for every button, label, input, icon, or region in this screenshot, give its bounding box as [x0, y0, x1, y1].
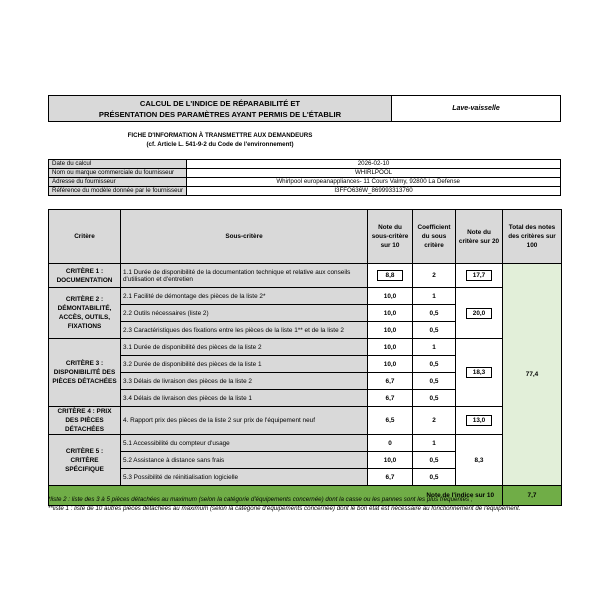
- final-note-value: 7,7: [503, 486, 562, 506]
- header-coefficient: Coefficient du sous critère: [413, 210, 456, 264]
- table-row: [49, 435, 562, 452]
- note-value: 17,7: [466, 270, 492, 281]
- sub-criterion-score: 10,0: [368, 339, 413, 356]
- header-note-sous-critere: Note du sous-critère sur 10: [368, 210, 413, 264]
- info-row: [49, 160, 561, 169]
- sub-criterion-label: 3.4 Délais de livraison des pièces de la liste 1: [121, 390, 368, 407]
- sub-criterion-coef: 1: [413, 288, 456, 305]
- sub-criterion-label: 3.3 Délais de livraison des pièces de la liste 2: [121, 373, 368, 390]
- sub-criterion-label: 2.2 Outils nécessaires (liste 2): [121, 305, 368, 322]
- fiche-subtitle: [100, 131, 340, 149]
- sub-criterion-coef: 0,5: [413, 322, 456, 339]
- table-header-row: [49, 210, 562, 264]
- note-value: 20,0: [466, 308, 492, 319]
- sub-criterion-coef: 0,5: [413, 469, 456, 486]
- final-note-label: Note de l'indice sur 10: [49, 486, 503, 506]
- criterion-note: [456, 288, 503, 339]
- total-score: 77,4: [503, 264, 562, 486]
- info-label: Adresse du fournisseur: [49, 178, 187, 187]
- criterion-name: CRITÈRE 2 : DÉMONTABILITÉ, ACCÈS, OUTILS, FIXATIONS: [49, 288, 121, 339]
- header-critere: Critère: [49, 210, 121, 264]
- document-header: [48, 95, 561, 122]
- sub-criterion-label: 3.1 Durée de disponibilité des pièces de la liste 2: [121, 339, 368, 356]
- sub-criterion-score: 10,0: [368, 452, 413, 469]
- info-row: [49, 178, 561, 187]
- info-label: Date du calcul: [49, 160, 187, 169]
- sub-criterion-score: 6,5: [368, 407, 413, 435]
- criterion-name: CRITÈRE 5 : CRITÈRE SPÉCIFIQUE: [49, 435, 121, 486]
- sub-criterion-score: 0: [368, 435, 413, 452]
- footnotes: [48, 495, 561, 513]
- info-row: [49, 187, 561, 196]
- table-row: [49, 339, 562, 356]
- info-value: Whirlpool europeanappliances- 11 Cours Valmy, 92800 La Defense: [187, 178, 561, 187]
- criterion-note: [456, 264, 503, 288]
- sub-criterion-score: 10,0: [368, 356, 413, 373]
- sub-criterion-score: 10,0: [368, 288, 413, 305]
- sub-criterion-coef: 0,5: [413, 373, 456, 390]
- sub-criterion-label: 2.1 Facilité de démontage des pièces de la liste 2*: [121, 288, 368, 305]
- sub-criterion-score: 10,0: [368, 322, 413, 339]
- info-label: Référence du modèle donnée par le fournisseur: [49, 187, 187, 196]
- criterion-note: 8,3: [456, 435, 503, 486]
- note-value: 18,3: [466, 367, 492, 378]
- sub-criterion-coef: 0,5: [413, 356, 456, 373]
- criterion-name: CRITÈRE 3 : DISPONIBILITÉ DES PIÈCES DÉTACHÉES: [49, 339, 121, 407]
- footnote-liste-1: **liste 1 : liste de 10 autres pièces détachées au maximum (selon la catégorie d'équipements concernée) dont le bon état est nécessaire au fonctionnement de l'équipement.: [48, 505, 521, 512]
- criterion-note: [456, 407, 503, 435]
- sub-criterion-score: [368, 264, 413, 288]
- sub-criterion-score: 6,7: [368, 390, 413, 407]
- sub-criterion-label: 2.3 Caractéristiques des fixations entre les pièces de la liste 1** et de la liste 2: [121, 322, 368, 339]
- sub-criterion-score: 6,7: [368, 373, 413, 390]
- repairability-table: [48, 209, 562, 506]
- header-total: Total des notes des critères sur 100: [503, 210, 562, 264]
- criterion-name: CRITÈRE 1 : DOCUMENTATION: [49, 264, 121, 288]
- info-value: WHIRLPOOL: [187, 169, 561, 178]
- score-value: 8,8: [377, 270, 403, 281]
- sub-criterion-coef: 1: [413, 435, 456, 452]
- sub-criterion-coef: 0,5: [413, 305, 456, 322]
- table-row: [49, 407, 562, 435]
- sub-criterion-coef: 2: [413, 407, 456, 435]
- sub-criterion-label: 5.2 Assistance à distance sans frais: [121, 452, 368, 469]
- sub-criterion-label: 4. Rapport prix des pièces de la liste 2 sur prix de l'équipement neuf: [121, 407, 368, 435]
- header-note-critere: Note du critère sur 20: [456, 210, 503, 264]
- info-row: [49, 169, 561, 178]
- sub-criterion-label: 3.2 Durée de disponibilité des pièces de la liste 1: [121, 356, 368, 373]
- document-title: [49, 96, 392, 121]
- fiche-line-1: FICHE D'INFORMATION À TRANSMETTRE AUX DEMANDEURS: [127, 132, 313, 139]
- product-category: Lave-vaisselle: [452, 105, 500, 112]
- sub-criterion-coef: 2: [413, 264, 456, 288]
- title-line-2: PRÉSENTATION DES PARAMÈTRES AYANT PERMIS DE L'ÉTABLIR: [98, 110, 342, 119]
- table-row: [49, 264, 562, 288]
- title-line-1: CALCUL DE L'INDICE DE RÉPARABILITÉ ET: [139, 99, 301, 108]
- info-label: Nom ou marque commerciale du fournisseur: [49, 169, 187, 178]
- footnote-liste-2: *liste 2 : liste des 3 à 5 pièces détachées au maximum (selon la catégorie d'équipements concernée) dont la casse ou les pannes sont les plus fréquentes ;: [48, 496, 473, 503]
- info-value: I3FFO636W_869993313760: [187, 187, 561, 196]
- fiche-line-2: (cf. Article L. 541-9-2 du Code de l'environnement): [146, 141, 294, 148]
- sub-criterion-coef: 0,5: [413, 390, 456, 407]
- criterion-note: [456, 339, 503, 407]
- note-value: 13,0: [466, 415, 492, 426]
- sub-criterion-score: 6,7: [368, 469, 413, 486]
- sub-criterion-label: 5.3 Possibilité de réinitialisation logicielle: [121, 469, 368, 486]
- header-sous-critere: Sous-critère: [121, 210, 368, 264]
- table-row: [49, 288, 562, 305]
- sub-criterion-score: 10,0: [368, 305, 413, 322]
- supplier-info-table: [48, 159, 561, 196]
- sub-criterion-coef: 0,5: [413, 452, 456, 469]
- sub-criterion-label: 5.1 Accessibilité du compteur d'usage: [121, 435, 368, 452]
- criterion-name: CRITÈRE 4 : PRIX DES PIÈCES DÉTACHÉES: [49, 407, 121, 435]
- sub-criterion-label: 1.1 Durée de disponibilité de la documentation technique et relative aux conseils d'utilisation et d'entretien: [121, 264, 368, 288]
- sub-criterion-coef: 1: [413, 339, 456, 356]
- info-value: 2026-02-10: [187, 160, 561, 169]
